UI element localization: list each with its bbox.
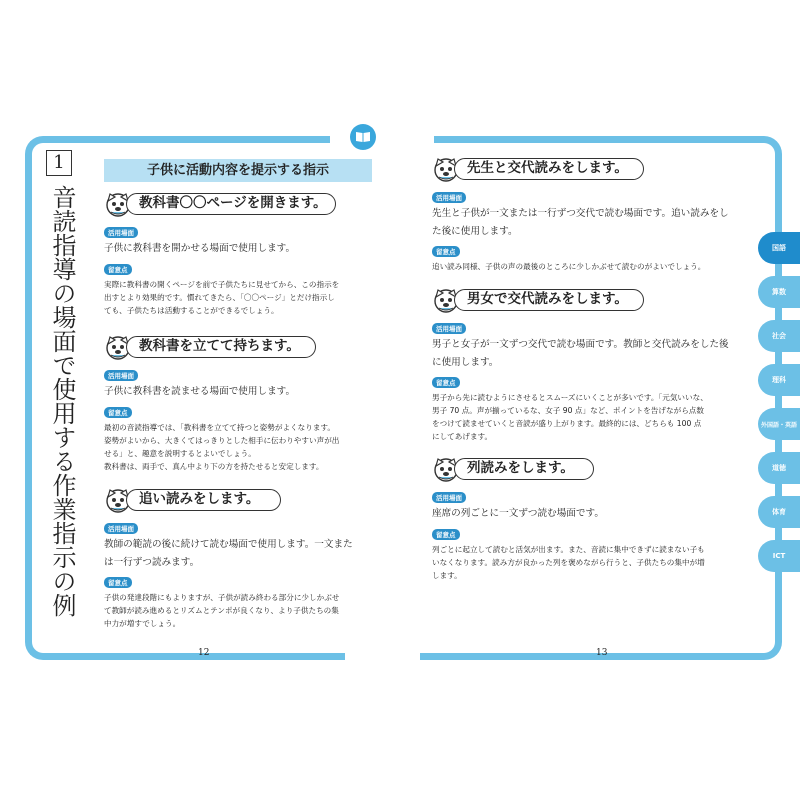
note-text [104, 421, 374, 473]
usage-text: 子供に教科書を開かせる場面で使用します。 [104, 243, 296, 254]
note-text-line: をつけて読ませていくと音読が盛り上がります。最終的には、どちらも 100 点 [432, 419, 702, 428]
subject-tab[interactable]: 社会 [758, 320, 800, 352]
section-heading: 教科書〇〇ページを開きます。 [126, 193, 336, 215]
note-tag: 留意点 [432, 529, 460, 540]
chapter-number: 1 [46, 150, 72, 176]
note-text-line: 男子 70 点。声が揃っているな、女子 90 点」など、ポイントを告げながら点数 [432, 406, 704, 415]
note-text [432, 391, 747, 443]
usage-text-line: に使用します。 [432, 356, 499, 368]
section-heading: 追い読みをします。 [126, 489, 281, 511]
usage-tag: 活用場面 [432, 492, 466, 503]
usage-text: 子供に教科書を読ませる場面で使用します。 [104, 386, 296, 397]
subject-tab[interactable]: 体育 [758, 496, 800, 528]
note-text-line: いなくなります。読み方が良かった列を褒めながら行うと、子供たちの集中が増 [432, 557, 705, 567]
instruction-section [432, 155, 747, 273]
section-heading: 男女で交代読みをします。 [454, 289, 644, 311]
section-heading: 列読みをします。 [454, 458, 594, 480]
note-text [104, 278, 374, 317]
usage-tag: 活用場面 [432, 323, 466, 334]
note-text-line: て教師が読み進めるとリズムとテンポが良くなり、より子供たちの集 [104, 606, 339, 615]
note-text-line: 最初の音読指導では、「教科書を立てて持つと姿勢がよくなります。 [104, 422, 335, 432]
note-text-line: 追い読み同様、子供の声の最後のところに少しかぶせて読むのがよいでしょう。 [432, 262, 706, 271]
note-tag: 留意点 [432, 246, 460, 257]
note-text-line: 姿勢がよいから、大きくてはっきりとした相手に伝わりやすい声が出 [104, 435, 340, 445]
note-text-line: 男子から先に読むようにさせるとスムーズにいくことが多いです。「元気いいな、 [432, 393, 708, 402]
page-number-left: 12 [198, 648, 210, 658]
book-icon [350, 124, 376, 150]
section-heading: 教科書を立てて持ちます。 [126, 336, 316, 358]
subject-tabs [758, 232, 800, 584]
instruction-section [104, 190, 374, 317]
note-text-line: 中力が増すでしょう。 [104, 619, 181, 628]
note-text-line: にしてあげます。 [432, 432, 493, 441]
note-text-line: 教科書は、両手で、真ん中より下の方を持たせると安定します。 [104, 461, 324, 471]
subject-tab[interactable]: 道徳 [758, 452, 800, 484]
usage-text-line: た後に使用します。 [432, 225, 518, 237]
note-text-line: せる」と、趣意を説明するとよいでしょう。 [104, 448, 256, 458]
note-text-line: 出すとより効果的です。慣れてきたら、「〇〇ページ」とだけ指示し [104, 292, 335, 302]
page-number-right: 13 [596, 648, 608, 658]
section-heading-row [432, 286, 747, 316]
note-text-line: 実際に教科書の開くページを前で子供たちに見せてから、この指示を [104, 279, 340, 289]
section-banner: 子供に活動内容を提示する指示 [104, 159, 372, 182]
subject-tab[interactable]: 算数 [758, 276, 800, 308]
note-text-line: します。 [432, 570, 462, 580]
chapter-title: 音読指導の場面で使用する作業指示の例 [48, 185, 76, 617]
instruction-section [432, 286, 747, 443]
section-heading-row [104, 333, 374, 363]
usage-tag: 活用場面 [104, 523, 138, 534]
frame-gap [330, 136, 350, 146]
usage-tag: 活用場面 [104, 370, 138, 381]
instruction-section [104, 333, 374, 473]
subject-tab[interactable]: 外国語・英語 [758, 408, 800, 440]
usage-text-line: 先生と子供が一文または一行ずつ交代で読む場面です。追い読みをし [432, 208, 729, 219]
note-tag: 留意点 [104, 577, 132, 588]
note-text [104, 591, 374, 630]
usage-text-line: 教師の範読の後に続けて読む場面で使用します。一文また [104, 539, 353, 550]
note-text-line: 列ごとに起立して読むと活気が出ます。また、音読に集中できずに読まない子も [432, 544, 705, 554]
note-text-line: 子供の発達段階にもよりますが、子供が読み終わる部分に少しかぶせ [104, 593, 340, 602]
usage-text-line: 男子と女子が一文ずつ交代で読む場面です。教師と交代読みをした後 [432, 339, 729, 350]
usage-text-line: 座席の列ごとに一文ずつ読む場面です。 [432, 508, 604, 519]
note-tag: 留意点 [104, 407, 132, 418]
note-text [432, 543, 747, 582]
usage-tag: 活用場面 [104, 227, 138, 238]
section-heading-row [432, 155, 747, 185]
usage-tag: 活用場面 [432, 192, 466, 203]
note-tag: 留意点 [432, 377, 460, 388]
instruction-section [432, 455, 747, 582]
note-text-line: ても、子供たちは活動することができるでしょう。 [104, 305, 279, 315]
section-heading-row [104, 486, 374, 516]
instruction-section [104, 486, 374, 630]
usage-text-line: は一行ずつ読みます。 [104, 556, 200, 568]
note-text [432, 260, 747, 273]
section-heading-row [104, 190, 374, 220]
subject-tab[interactable]: 国語 [758, 232, 800, 264]
frame-gap [420, 136, 434, 146]
subject-tab[interactable]: ICT [758, 540, 800, 572]
subject-tab[interactable]: 理科 [758, 364, 800, 396]
section-heading-row [432, 455, 747, 485]
note-tag: 留意点 [104, 264, 132, 275]
section-heading: 先生と交代読みをします。 [454, 158, 644, 180]
